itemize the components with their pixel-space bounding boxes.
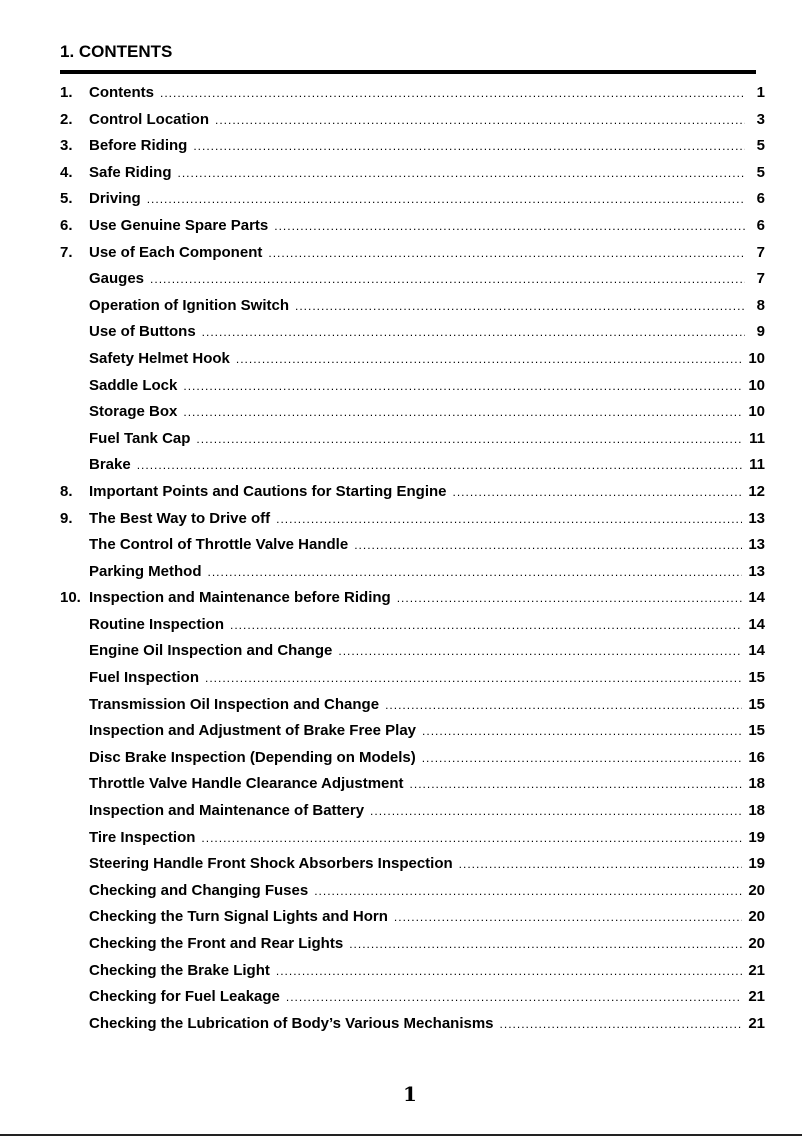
dot-leader (397, 585, 743, 612)
entry-label: Before Riding (89, 137, 188, 155)
toc-entry[interactable] (60, 532, 765, 559)
toc-entry[interactable] (60, 931, 765, 958)
toc-entry[interactable] (60, 851, 765, 878)
entry-page: 6 (756, 216, 765, 234)
entry-label: Storage Box (89, 403, 178, 421)
toc-entry[interactable] (60, 585, 765, 612)
dot-leader (276, 958, 742, 985)
dot-leader (338, 638, 742, 665)
entry-page: 20 (748, 908, 765, 926)
entry-page: 21 (748, 961, 765, 979)
entry-label: The Control of Throttle Valve Handle (89, 536, 349, 554)
entry-page: 3 (756, 110, 765, 128)
dot-leader (453, 479, 743, 506)
dot-leader (196, 426, 743, 453)
dot-leader (370, 798, 742, 825)
entry-label: Inspection and Maintenance of Battery (89, 802, 365, 820)
dot-leader (147, 186, 745, 213)
dot-leader (354, 532, 742, 559)
entry-label: Contents (89, 84, 154, 101)
entry-label: Transmission Oil Inspection and Change (89, 695, 380, 713)
toc-entry[interactable] (60, 293, 765, 320)
toc-entry[interactable] (60, 479, 765, 506)
toc-entry[interactable] (60, 80, 765, 107)
entry-page: 21 (748, 988, 765, 1006)
entry-label: Fuel Tank Cap (89, 429, 191, 447)
toc-entry[interactable] (60, 984, 765, 1011)
entry-label: Steering Handle Front Shock Absorbers Inspection (89, 855, 453, 873)
entry-label: Checking and Changing Fuses (89, 881, 309, 899)
dot-leader (193, 133, 745, 160)
dot-leader (183, 373, 742, 400)
entry-page: 14 (748, 589, 765, 607)
toc-entry[interactable] (60, 904, 765, 931)
toc-entry[interactable] (60, 559, 765, 586)
entry-label: Checking the Lubrication of Body’s Various Mechanisms (89, 1014, 494, 1032)
dot-leader (202, 319, 745, 346)
toc-entry[interactable] (60, 426, 765, 453)
entry-number: 7. (60, 243, 73, 261)
dot-leader (394, 904, 742, 931)
toc-entry[interactable] (60, 240, 765, 267)
entry-page: 19 (748, 828, 765, 846)
toc-entry[interactable] (60, 798, 765, 825)
entry-page: 11 (749, 456, 765, 474)
entry-number: 10. (60, 589, 81, 607)
toc-entry[interactable] (60, 745, 765, 772)
entry-page: 10 (748, 376, 765, 394)
entry-page: 13 (748, 562, 765, 580)
toc-entry[interactable] (60, 107, 765, 134)
entry-page: 7 (756, 270, 765, 288)
dot-leader (150, 266, 745, 293)
dot-leader (183, 399, 742, 426)
entry-label: Checking the Brake Light (89, 961, 270, 979)
dot-leader (295, 293, 745, 320)
entry-page: 5 (756, 137, 765, 155)
entry-page: 15 (748, 722, 765, 740)
entry-page: 14 (748, 642, 765, 660)
entry-page: 14 (748, 615, 765, 633)
entry-page: 12 (748, 482, 765, 500)
entry-page: 7 (756, 243, 765, 261)
dot-leader (160, 80, 745, 107)
toc-entry[interactable] (60, 692, 765, 719)
entry-label: Safety Helmet Hook (89, 349, 230, 367)
toc-entry[interactable] (60, 399, 765, 426)
toc-entry[interactable] (60, 718, 765, 745)
entry-page: 8 (756, 296, 765, 314)
entry-page: 6 (756, 190, 765, 208)
toc-entry[interactable] (60, 346, 765, 373)
toc-entry[interactable] (60, 160, 765, 187)
entry-label: Throttle Valve Handle Clearance Adjustment (89, 775, 404, 793)
entry-page: 15 (748, 695, 765, 713)
dot-leader (230, 612, 742, 639)
entry-number: 6. (60, 216, 73, 234)
entry-label: Use of Each Component (89, 243, 263, 261)
page-title: 1. CONTENTS (60, 42, 173, 61)
dot-leader (236, 346, 742, 373)
entry-label: Control Location (89, 110, 209, 128)
dot-leader (276, 506, 742, 533)
dot-leader (286, 984, 742, 1011)
entry-label: Inspection and Maintenance before Riding (89, 589, 391, 607)
dot-leader (208, 559, 743, 586)
entry-label: Important Points and Cautions for Starting Engine (89, 482, 447, 500)
entry-page: 9 (756, 323, 765, 341)
entry-page: 13 (748, 509, 765, 527)
entry-label: Safe Riding (89, 163, 172, 181)
entry-label: Operation of Ignition Switch (89, 296, 289, 314)
entry-number: 5. (60, 190, 73, 208)
toc-entry[interactable] (60, 825, 765, 852)
dot-leader (178, 160, 745, 187)
entry-page: 10 (748, 349, 765, 367)
entry-page: 16 (748, 748, 765, 766)
entry-page: 15 (748, 669, 765, 687)
entry-number: 9. (60, 509, 73, 527)
entry-label: Checking for Fuel Leakage (89, 988, 280, 1006)
toc-entry[interactable] (60, 133, 765, 160)
entry-number: 8. (60, 482, 73, 500)
entry-label: Use of Buttons (89, 323, 196, 341)
dot-leader (205, 665, 742, 692)
entry-label: Checking the Turn Signal Lights and Horn (89, 908, 388, 926)
entry-label: Saddle Lock (89, 376, 178, 394)
dot-leader (410, 771, 743, 798)
entry-label: Gauges (89, 270, 145, 288)
toc-entry[interactable] (60, 771, 765, 798)
dot-leader (422, 745, 743, 772)
dot-leader (385, 692, 742, 719)
entry-page: 20 (748, 881, 765, 899)
toc-entry[interactable] (60, 373, 765, 400)
toc-entry[interactable] (60, 452, 765, 479)
dot-leader (268, 240, 745, 267)
entry-label: Fuel Inspection (89, 669, 200, 687)
dot-leader (201, 825, 742, 852)
entry-label: Checking the Front and Rear Lights (89, 935, 344, 952)
entry-page: 19 (748, 855, 765, 873)
dot-leader (500, 1011, 743, 1038)
entry-page: 10 (748, 403, 765, 421)
toc-entry[interactable] (60, 506, 765, 533)
title-rule (60, 70, 756, 74)
entry-page: 13 (748, 536, 765, 554)
dot-leader (314, 878, 742, 905)
toc-entry[interactable] (60, 638, 765, 665)
dot-leader (274, 213, 745, 240)
entry-label: Inspection and Adjustment of Brake Free Play (89, 722, 417, 740)
entry-page: 20 (748, 935, 765, 952)
entry-number: 3. (60, 137, 73, 155)
entry-number: 1. (60, 84, 73, 101)
entry-page: 1 (756, 84, 765, 101)
toc-entry[interactable] (60, 186, 765, 213)
entry-page: 18 (748, 802, 765, 820)
entry-label: Brake (89, 456, 131, 474)
dot-leader (137, 452, 743, 479)
toc-entry[interactable] (60, 878, 765, 905)
entry-number: 2. (60, 110, 73, 128)
dot-leader (422, 718, 742, 745)
dot-leader (215, 107, 745, 134)
dot-leader (459, 851, 743, 878)
entry-page: 18 (748, 775, 765, 793)
toc-entry[interactable] (60, 213, 765, 240)
toc-entry[interactable] (60, 612, 765, 639)
page-number: 1 (403, 1082, 417, 1106)
table-of-contents (60, 80, 765, 1037)
toc-entry[interactable] (60, 266, 765, 293)
entry-page: 5 (756, 163, 765, 181)
entry-label: Disc Brake Inspection (Depending on Models) (89, 748, 416, 766)
entry-label: Parking Method (89, 562, 202, 580)
entry-label: Driving (89, 190, 141, 208)
entry-label: Engine Oil Inspection and Change (89, 642, 333, 660)
entry-label: Routine Inspection (89, 615, 224, 633)
entry-label: The Best Way to Drive off (89, 509, 271, 527)
toc-entry[interactable] (60, 1011, 765, 1038)
entry-page: 21 (748, 1014, 765, 1032)
entry-page: 11 (749, 429, 765, 447)
toc-entry[interactable] (60, 665, 765, 692)
entry-label: Tire Inspection (89, 828, 196, 846)
toc-entry[interactable] (60, 319, 765, 346)
entry-label: Use Genuine Spare Parts (89, 216, 269, 234)
toc-entry[interactable] (60, 958, 765, 985)
dot-leader (349, 931, 742, 958)
entry-number: 4. (60, 163, 73, 181)
